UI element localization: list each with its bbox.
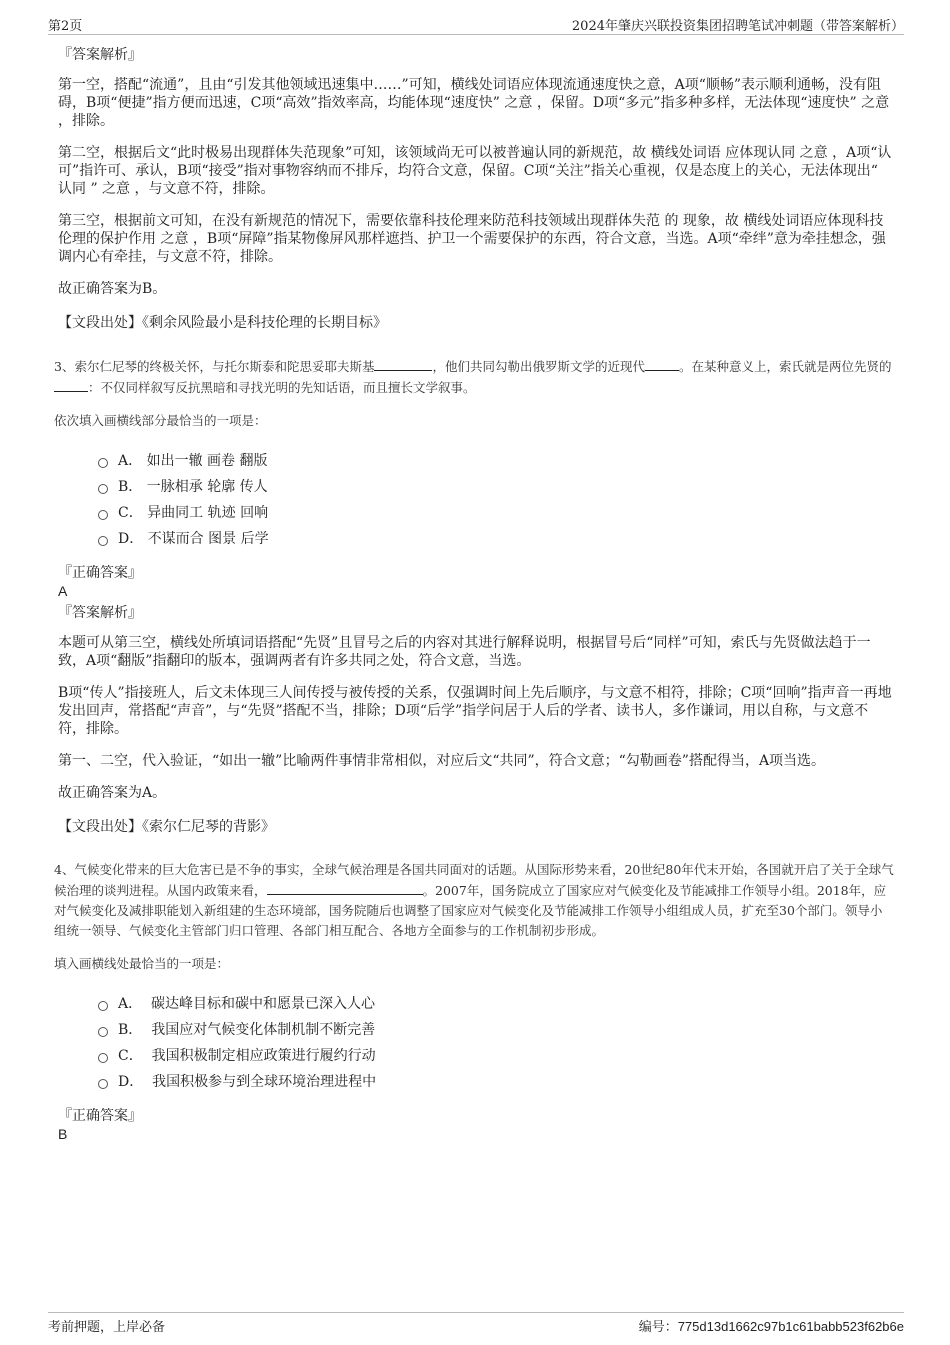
question-4-stem: 4、气候变化带来的巨大危害已是不争的事实，全球气候治理是各国共同面对的话题。从国际形势来看，20世纪80年代末开始，各国就开启了关于全球气候治理的谈判进程。从国内政策来看， 。2007年，国务院成立了国家应对气候变化及节能减排工作领导小组。2018年，应对气候变化及减排职能划入新组建的生态环境部，国务院随后也调整了国家应对气候变化及节能减排工作领导小组组成人员，扩充至30个部门。领导小组统一领导、气候变化主管部门归口管理、各部门相互配合、各地方全面参与的工作机制初步形成。: [54, 862, 894, 938]
analysis-paragraph: 本题可从第三空，横线处所填词语搭配“先贤”且冒号之后的内容对其进行解释说明，根据冒号后“同样”可知，索氏与先贤做法趋于一致，A项“翻版”指翻印的版本，强调两者有许多共同之处，符合文意，当选。: [58, 635, 871, 669]
document-title: 2024年肇庆兴联投资集团招聘笔试冲刺题（带答案解析）: [571, 19, 904, 34]
fill-blank: [374, 356, 432, 371]
analysis-label: 『答案解析』: [58, 47, 142, 63]
radio-icon[interactable]: [98, 1053, 108, 1063]
analysis-label: 『答案解析』: [58, 605, 142, 621]
analysis-paragraph: B项“传人”指接班人，后文未体现三人间传授与被传授的关系，仅强调时间上先后顺序，与文意不相符，排除；C项“回响”指声音一再地发出回声，常搭配“声音”，与“先贤”搭配不当，排除；D项“后学”指学问居于人后的学者、读书人，多作谦词，用以自称，与文意不符，排除。: [58, 685, 892, 737]
question-instruction: 依次填入画横线部分最恰当的一项是：: [54, 413, 267, 428]
option-c[interactable]: C． 我国积极制定相应政策进行履约行动: [98, 1043, 894, 1069]
radio-icon[interactable]: [98, 458, 108, 468]
option-a[interactable]: A． 如出一辙 画卷 翻版: [98, 448, 894, 474]
option-b[interactable]: B． 我国应对气候变化体制机制不断完善: [98, 1017, 894, 1043]
fill-blank: [645, 356, 679, 371]
question-3-stem: 3、索尔仁尼琴的终极关怀，与托尔斯泰和陀思妥耶夫斯基 ，他们共同勾勒出俄罗斯文学的近现代 。在某种意义上，索氏就是两位先贤的：不仅同样叙写反抗黑暗和寻找光明的先知话语，而且擅长文学叙事。: [54, 356, 894, 398]
analysis-paragraph: 第二空，根据后文“此时极易出现群体失范现象”可知，该领域尚无可以被普遍认同的新规范，故 横线处词语 应体现认同 之意 ，A项“认可”指许可、承认，B项“接受”指对事物容纳而不排斥，均符合文意，保留。C项“关注”指关心重视，仅是态度上的关心，无法体现出“ 认同 ” 之意 ，与文意不符，排除。: [58, 145, 892, 197]
analysis-paragraph: 第一空，搭配“流通”，且由“引发其他领域迅速集中……”可知，横线处词语应体现流通速度快之意，A项“顺畅”表示顺利通畅，没有阻碍，B项“便捷”指方便而迅速，C项“高效”指效率高，均能体现“速度快” 之意 ，保留。D项“多元”指多种多样，无法体现“速度快” 之意 ，排除。: [58, 77, 890, 129]
option-c[interactable]: C． 异曲同工 轨迹 回响: [98, 500, 894, 526]
correct-answer-label: 『正确答案』: [58, 1108, 142, 1124]
correct-answer: B: [58, 1126, 68, 1142]
fill-blank: [54, 377, 88, 392]
question-3-options: [98, 448, 894, 552]
radio-icon[interactable]: [98, 510, 108, 520]
option-d[interactable]: D． 我国积极参与到全球环境治理进程中: [98, 1069, 894, 1095]
radio-icon[interactable]: [98, 1027, 108, 1037]
page-footer: [48, 1312, 904, 1339]
footer-slogan: 考前押题，上岸必备: [48, 1320, 166, 1335]
option-a[interactable]: A． 碳达峰目标和碳中和愿景已深入人心: [98, 991, 894, 1017]
answer-conclusion: 故正确答案为B。: [58, 281, 167, 297]
page-header: [48, 14, 904, 35]
correct-answer: A: [58, 583, 68, 599]
option-b[interactable]: B． 一脉相承 轮廓 传人: [98, 474, 894, 500]
source-citation: 【文段出处】《剩余风险最小是科技伦理的长期目标》: [58, 315, 387, 331]
radio-icon[interactable]: [98, 484, 108, 494]
analysis-paragraph: 第一、二空，代入验证，“如出一辙”比喻两件事情非常相似，对应后文“共同”，符合文意；“勾勒画卷”搭配得当，A项当选。: [58, 753, 826, 769]
radio-icon[interactable]: [98, 1079, 108, 1089]
main-content: [54, 46, 894, 1143]
radio-icon[interactable]: [98, 536, 108, 546]
option-d[interactable]: D． 不谋而合 图景 后学: [98, 526, 894, 552]
analysis-paragraph: 第三空，根据前文可知，在没有新规范的情况下，需要依靠科技伦理来防范科技领域出现群体失范 的 现象，故 横线处词语应体现科技伦理的保护作用 之意 ，B项“屏障”指某物像屏风那样遮挡、护卫一个需要保护的东西，符合文意，当选。A项“牵绊”意为牵挂想念，强调内心有牵挂，与文意不符，排除。: [58, 213, 886, 265]
document-id: 编号：775d13d1662c97b1c61babb523f62b6e: [638, 1319, 904, 1334]
fill-blank: [267, 880, 423, 895]
source-citation: 【文段出处】《索尔仁尼琴的背影》: [58, 819, 275, 835]
answer-conclusion: 故正确答案为A。: [58, 785, 167, 801]
radio-icon[interactable]: [98, 1001, 108, 1011]
correct-answer-label: 『正确答案』: [58, 565, 142, 581]
question-instruction: 填入画横线处最恰当的一项是：: [54, 956, 230, 971]
question-4-options: [98, 991, 894, 1095]
page-number: 第2页: [48, 19, 83, 34]
